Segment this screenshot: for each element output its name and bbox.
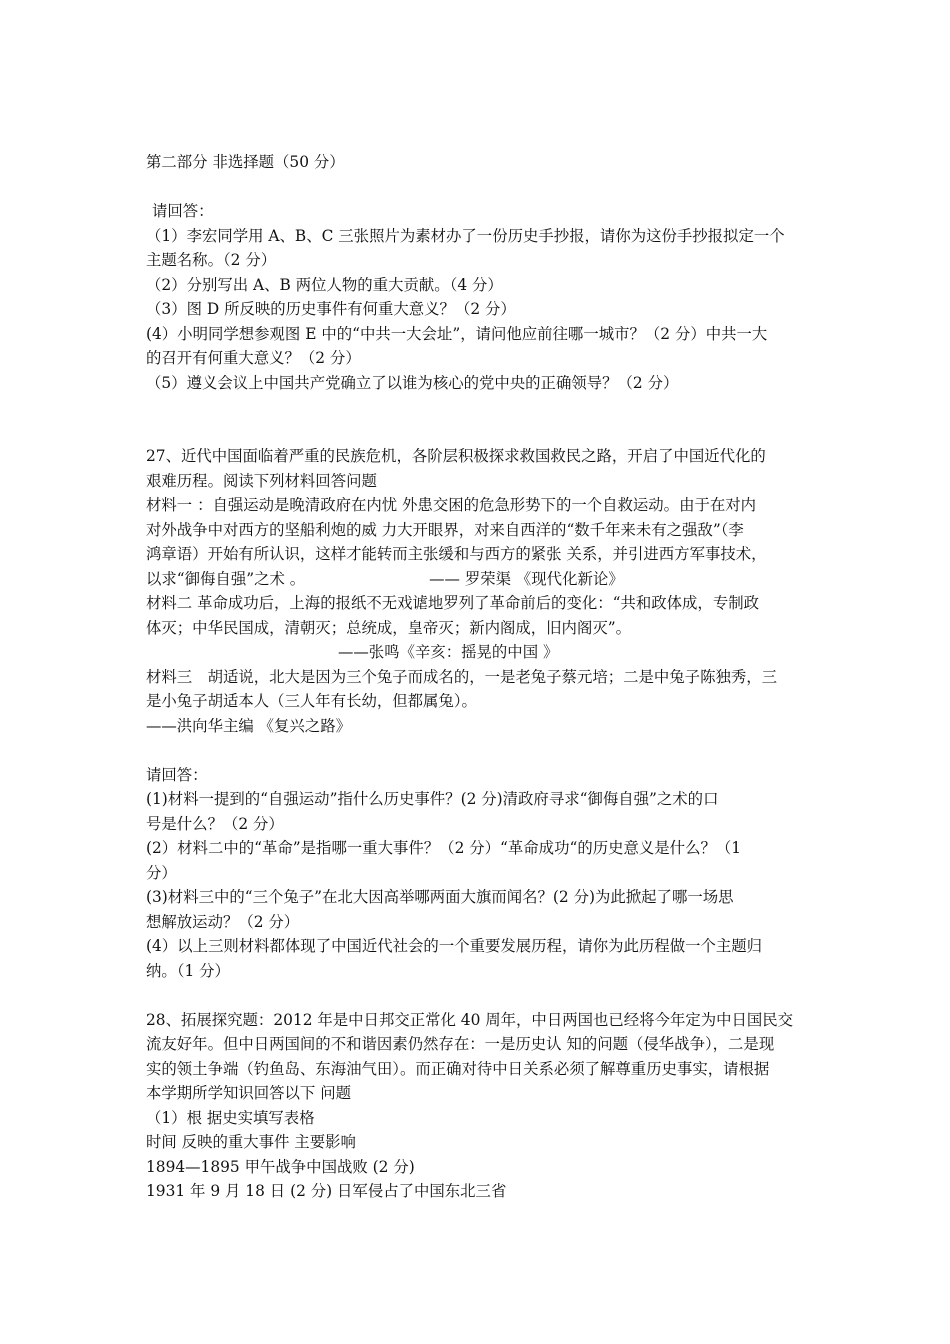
q26-5: （5）遵义会议上中国共产党确立了以谁为核心的党中央的正确领导？（2 分） [146,373,679,392]
material3-source: ——洪向华主编 《复兴之路》 [146,716,351,735]
q28-intro-line2: 流友好年。但中日两国间的不和谐因素仍然存在：一是历史认 知的问题（侵华战争），二是现 [146,1035,775,1053]
material3-line2: 是小兔子胡适本人（三人年有长幼，但都属兔）。 [146,692,477,710]
material1-source: —— 罗荣渠 《现代化新论》 [429,569,624,588]
q27-prompt: 请回答： [146,765,208,784]
material2-line1: 材料二 革命成功后，上海的报纸不无戏谑地罗列了革命前后的变化：“共和政体成，专制政 [146,594,759,612]
material1-line1: 材料一 ：自强运动是晚清政府在内忧 外患交困的危急形势下的一个自救运动。由于在对内 [146,496,757,514]
material1-line3: 鸿章语）开始有所认识，这样才能转而主张缓和与西方的紧张 关系，并引进西方军事技术， [146,545,767,563]
material1-text-end: 以求“御侮自强”之术 。 [146,569,306,588]
q27-intro-line2: 艰难历程。阅读下列材料回答问题 [146,471,377,490]
q26-1-line2: 主题名称。（2 分） [146,251,277,269]
q27-4-line1: (4）以上三则材料都体现了中国近代社会的一个重要发展历程，请你为此历程做一个主题归 [146,937,763,955]
q28-sub1: （1）根 据史实填写表格 [146,1108,315,1127]
q27-1-line2: 号是什么？（2 分） [146,814,284,833]
material3-line1: 材料三 胡适说，北大是因为三个兔子而成名的，一是老兔子蔡元培；二是中兔子陈独秀，三 [146,667,778,686]
table-row: 1894—1895 甲午战争中国战败 (2 分) [146,1157,415,1176]
q26-1-line1: （1）李宏同学用 A、B、C 三张照片为素材办了一份历史手抄报，请你为这份手抄报拟定一个 [146,226,785,245]
material2-line2: 体灭；中华民国成，清朝灭；总统成，皇帝灭；新内阁成，旧内阁灭”。 [146,618,631,637]
q27-3-line2: 想解放运动？（2 分） [146,912,300,931]
q27-2-line1: (2）材料二中的“革命”是指哪一重大事件？（2 分）“革命成功“的历史意义是什么？（1 [146,839,742,857]
table-row: 1931 年 9 月 18 日 (2 分) 日军侵占了中国东北三省 [146,1182,507,1200]
q26-prompt: 请回答： [152,202,214,220]
q27-intro-line1: 27、近代中国面临着严重的民族危机，各阶层积极探求救国救民之路，开启了中国近代化的 [146,447,766,465]
q28-intro-line4: 本学期所学知识回答以下 问题 [146,1084,351,1102]
q26-4-line1: (4）小明同学想参观图 E 中的“中共一大会址”，请问他应前往哪一城市？（2 分）中共一大 [146,324,768,343]
q27-4-line2: 纳。（1 分） [146,961,230,980]
document-page [146,150,812,1204]
material1-line2: 对外战争中对西方的坚船利炮的威 力大开眼界，对来自西洋的“数千年来未有之强敌”（李 [146,520,744,539]
material1-line4 [146,567,812,592]
section-title: 第二部分 非选择题（50 分） [146,153,345,171]
q26-4-line2: 的召开有何重大意义？（2 分） [146,349,361,367]
q28-intro-line1: 28、拓展探究题：2012 年是中日邦交正常化 40 周年，中日两国也已经将今年定为中日国民交 [146,1010,794,1029]
q26-2: （2）分别写出 A、B 两位人物的重大贡献。（4 分） [146,275,503,294]
table-header: 时间 反映的重大事件 主要影响 [146,1133,356,1151]
q26-3: （3）图 D 所反映的历史事件有何重大意义？（2 分） [146,300,516,318]
q27-3-line1: (3)材料三中的“三个兔子”在北大因高举哪两面大旗而闻名？(2 分)为此掀起了哪一场思 [146,888,734,906]
q27-2-line2: 分） [146,863,177,882]
q27-1-line1: (1)材料一提到的“自强运动”指什么历史事件？(2 分)清政府寻求“御侮自强”之术的口 [146,790,719,808]
q28-intro-line3: 实的领土争端（钓鱼岛、东海油气田）。而正确对待中日关系必须了解尊重历史事实，请根据 [146,1059,770,1078]
material2-source: ——张鸣《辛亥：摇晃的中国 》 [338,643,559,661]
